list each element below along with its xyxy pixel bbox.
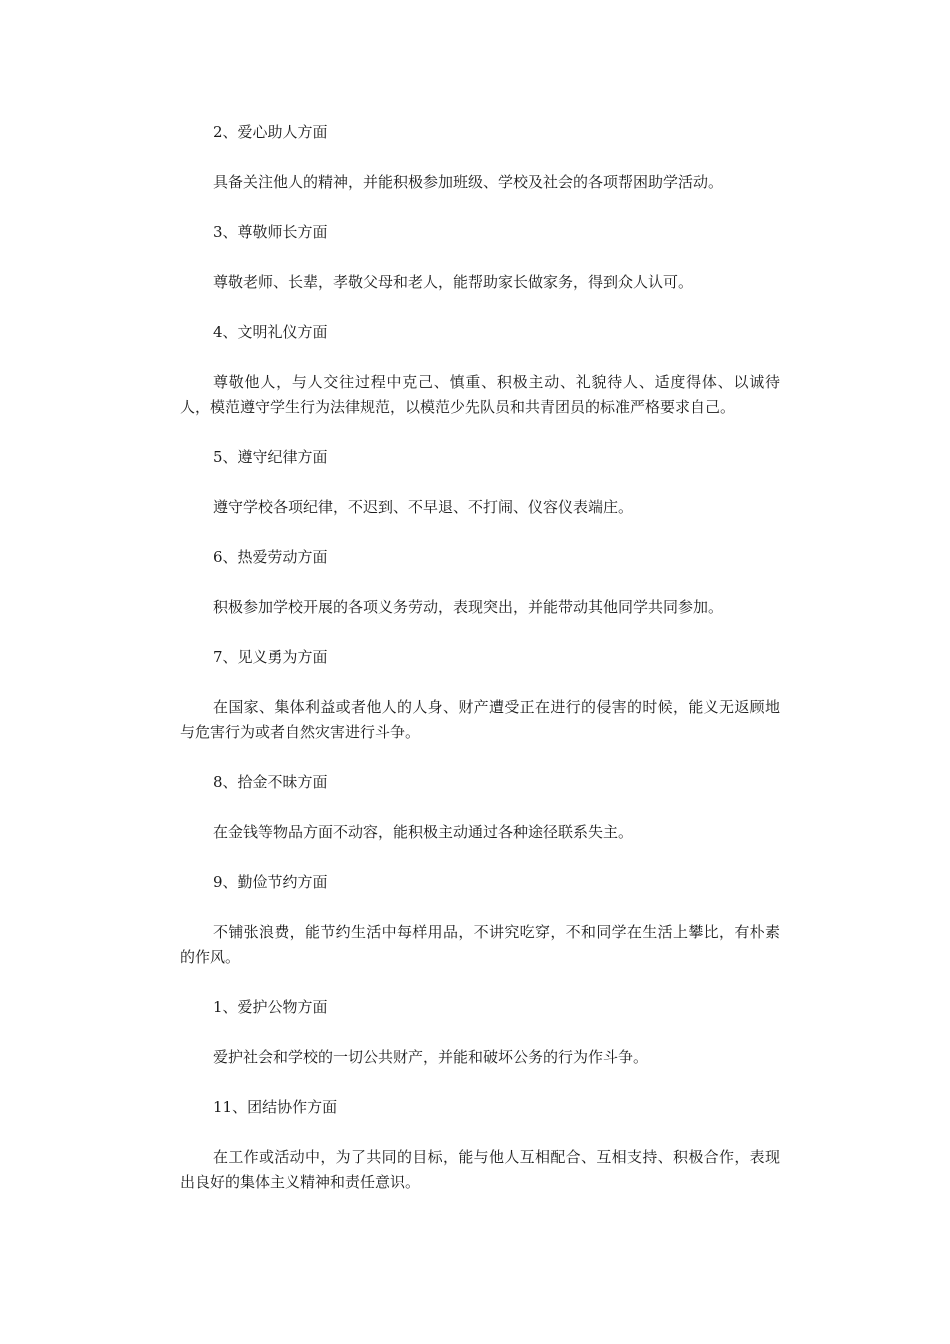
section-paragraph: 不铺张浪费，能节约生活中每样用品，不讲究吃穿，不和同学在生活上攀比，有朴素的作风。 xyxy=(180,923,780,966)
section-zunshou xyxy=(180,445,780,520)
section-aixin xyxy=(180,120,780,195)
section-heading: 2、爱心助人方面 xyxy=(213,123,328,141)
section-wenming xyxy=(180,320,780,420)
section-heading: 5、遵守纪律方面 xyxy=(213,448,328,466)
section-heading: 11、团结协作方面 xyxy=(213,1098,338,1116)
section-heading: 4、文明礼仪方面 xyxy=(213,323,328,341)
section-shijin xyxy=(180,770,780,845)
section-paragraph: 积极参加学校开展的各项义务劳动，表现突出，并能带动其他同学共同参加。 xyxy=(213,598,724,616)
section-aihu xyxy=(180,995,780,1070)
section-paragraph: 遵守学校各项纪律，不迟到、不早退、不打闹、仪容仪表端庄。 xyxy=(213,498,634,516)
section-paragraph: 爱护社会和学校的一切公共财产，并能和破坏公务的行为作斗争。 xyxy=(213,1048,649,1066)
section-zunjing xyxy=(180,220,780,295)
document-page xyxy=(180,120,780,1220)
section-jianyi xyxy=(180,645,780,745)
section-paragraph: 具备关注他人的精神，并能积极参加班级、学校及社会的各项帮困助学活动。 xyxy=(213,173,724,191)
section-paragraph: 尊敬老师、长辈，孝敬父母和老人，能帮助家长做家务，得到众人认可。 xyxy=(213,273,694,291)
section-tuanjie xyxy=(180,1095,780,1195)
section-heading: 9、勤俭节约方面 xyxy=(213,873,328,891)
section-qinjian xyxy=(180,870,780,970)
section-paragraph: 在金钱等物品方面不动容，能积极主动通过各种途径联系失主。 xyxy=(213,823,634,841)
section-heading: 6、热爱劳动方面 xyxy=(213,548,328,566)
section-paragraph: 在工作或活动中，为了共同的目标，能与他人互相配合、互相支持、积极合作，表现出良好的集体主义精神和责任意识。 xyxy=(180,1148,780,1191)
section-paragraph: 尊敬他人，与人交往过程中克己、慎重、积极主动、礼貌待人、适度得体、以诚待人，模范遵守学生行为法律规范，以模范少先队员和共青团员的标准严格要求自己。 xyxy=(180,373,780,416)
section-heading: 8、拾金不昧方面 xyxy=(213,773,328,791)
section-paragraph: 在国家、集体利益或者他人的人身、财产遭受正在进行的侵害的时候，能义无返顾地与危害行为或者自然灾害进行斗争。 xyxy=(180,698,780,741)
section-heading: 3、尊敬师长方面 xyxy=(213,223,328,241)
section-heading: 1、爱护公物方面 xyxy=(213,998,328,1016)
section-heading: 7、见义勇为方面 xyxy=(213,648,328,666)
section-laodong xyxy=(180,545,780,620)
